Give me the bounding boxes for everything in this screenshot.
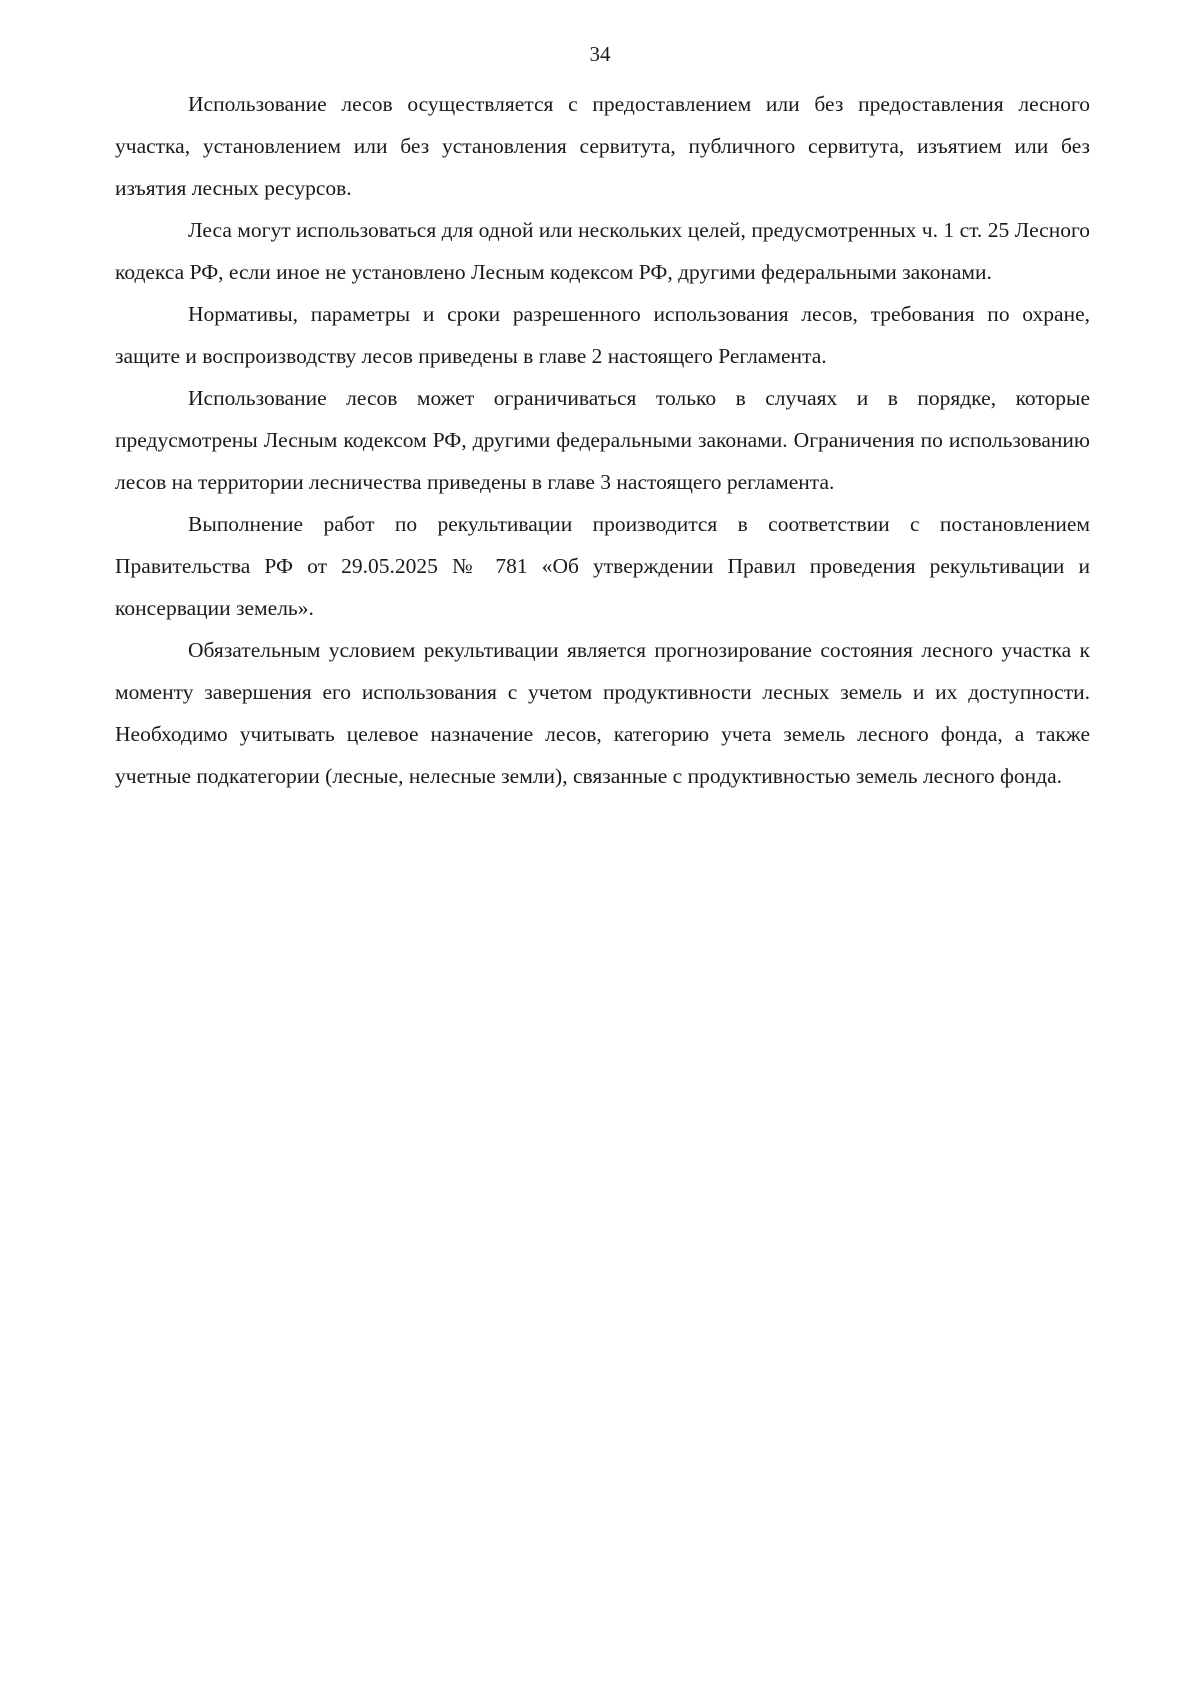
- paragraph-forest-use-purposes: Леса могут использоваться для одной или нескольких целей, предусмотренных ч. 1 ст. 25 Лесного кодекса РФ, если иное не установлено Лесным кодексом РФ, другими федеральными законами.: [115, 218, 1090, 284]
- paragraph-norms-reference: Нормативы, параметры и сроки разрешенного использования лесов, требования по охране, защите и воспроизводству лесов приведены в главе 2 настоящего Регламента.: [115, 302, 1090, 368]
- paragraph-forest-use-modes: Использование лесов осуществляется с предоставлением или без предоставления лесного участка, установлением или без установления сервитута, публичного сервитута, изъятием или без изъятия лесных ресурсов.: [115, 92, 1090, 200]
- page-number: 34: [589, 42, 611, 66]
- paragraph-recultivation-conditions: Обязательным условием рекультивации является прогнозирование состояния лесного участка к моменту завершения его использования с учетом продуктивности лесных земель и их доступности. Необходимо учитывать целевое назначение лесов, категорию учета земель лесного фонда, а также учетные подкатегории (лесные, нелесные земли), связанные с продуктивностью земель лесного фонда.: [115, 638, 1090, 788]
- paragraph-use-restrictions: Использование лесов может ограничиваться только в случаях и в порядке, которые предусмотрены Лесным кодексом РФ, другими федеральными законами. Ограничения по использованию лесов на территории лесничества приведены в главе 3 настоящего регламента.: [115, 386, 1090, 494]
- paragraph-recultivation-works: Выполнение работ по рекультивации производится в соответствии с постановлением Правительства РФ от 29.05.2025 № 781 «Об утверждении Правил проведения рекультивации и консервации земель».: [115, 512, 1090, 620]
- document-body: [115, 83, 1090, 797]
